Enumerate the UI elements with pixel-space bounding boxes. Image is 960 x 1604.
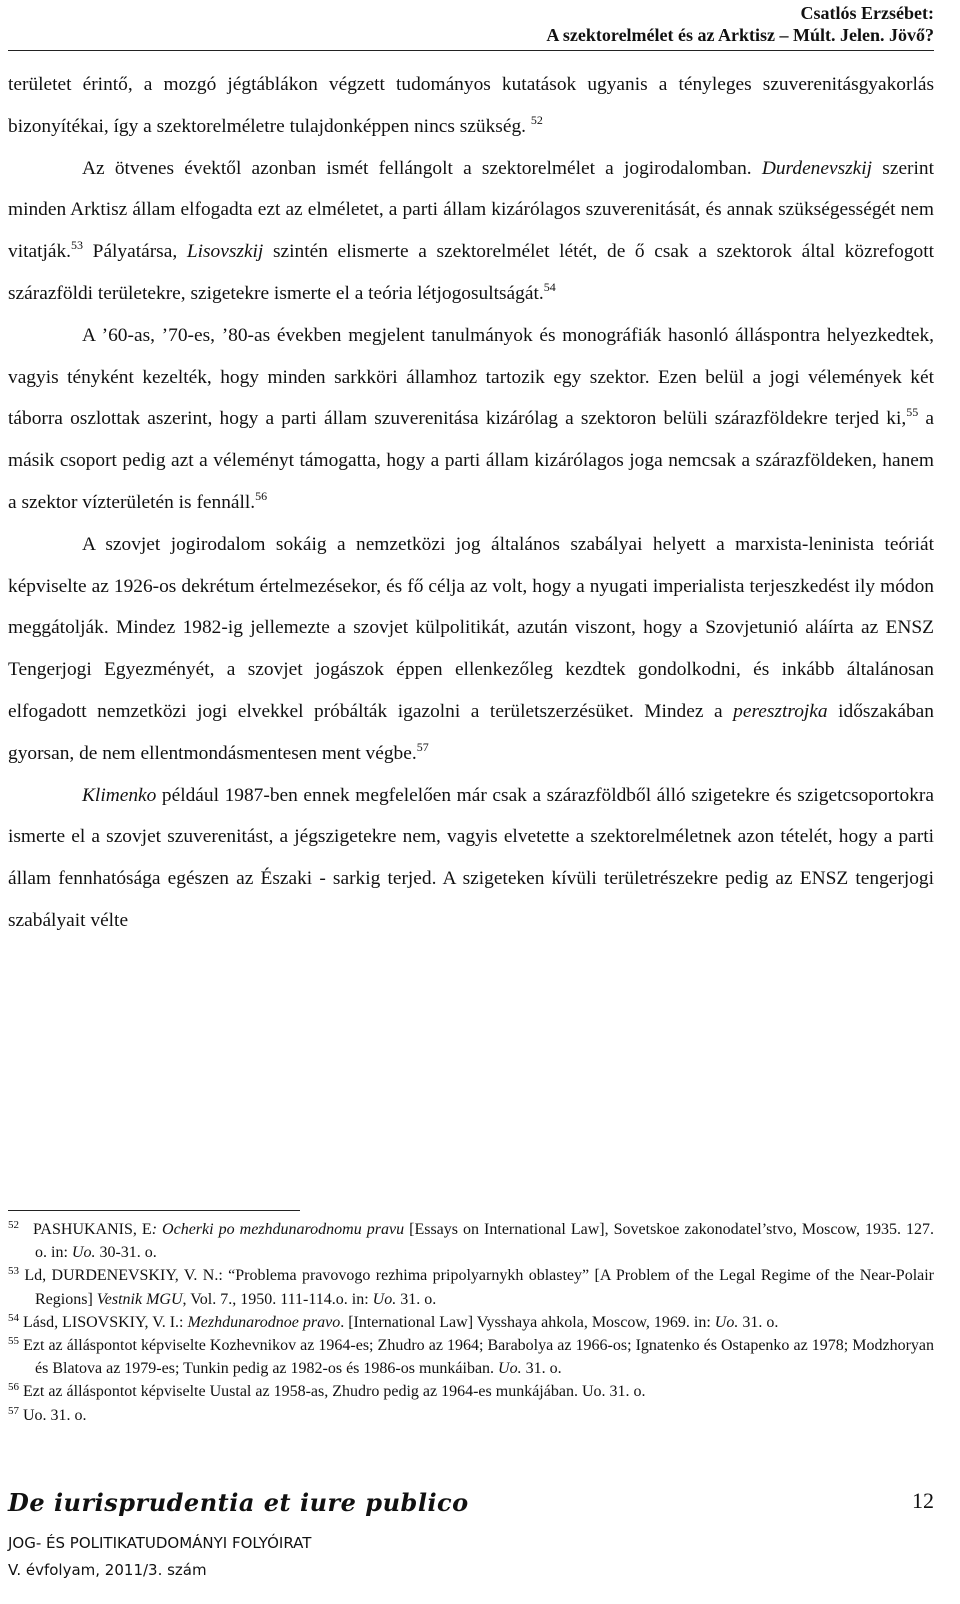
text-run: szerint minden Arktisz állam elfogadta ezt az elméletet, a parti állam kizárólagos szuverenitását, és annak szükségességét nem vitatják. <box>8 157 934 263</box>
text-run: 31. o. <box>738 1313 779 1331</box>
footnote-number: 54 <box>8 1311 19 1324</box>
text-run: 30-31. o. <box>95 1244 157 1262</box>
footnote-53 <box>8 1264 934 1310</box>
author-name-lisovszkij: Lisovszkij <box>186 241 264 263</box>
work-title: : Ocherki po mezhdunarodnomu pravu <box>151 1221 405 1238</box>
main-text <box>8 64 934 942</box>
text-run: , Vol. 7., 1950. 111-114.o. in: <box>182 1290 373 1308</box>
footnote-number: 57 <box>8 1404 19 1417</box>
footnotes <box>8 1218 934 1427</box>
text-run: szintén elismerte a szektorelmélet létét, de ő csak a szektorok által közrefogott szárazföldi területekre, szigetekre ismerte el a teória létjogosultságát. <box>8 241 934 304</box>
text-run: Ld, DURDENEVSKIY, V. N.: “Problema pravovogo rezhima pripolyarnykh oblastey” [A Problem of the Legal Regime of the Near-Polair Regions] <box>24 1267 935 1308</box>
header-title: A szektorelmélet és az Arktisz – Múlt. Jelen. Jövő? <box>546 25 934 45</box>
journal-title: Vestnik MGU <box>96 1290 183 1308</box>
footnote-number: 52 <box>8 1219 19 1231</box>
text-run: 31. o. <box>396 1290 437 1308</box>
text-run: Az ötvenes évektől azonban ismét fellángolt a szektorelmélet a jogirodalomban. <box>82 157 752 179</box>
ibid-mark: Uo. <box>372 1290 397 1308</box>
text-run: PASHUKANIS, E <box>33 1221 152 1238</box>
running-header <box>546 2 934 46</box>
author-name-durdenevszkij: Durdenevszkij <box>761 157 873 179</box>
footnote-divider <box>8 1210 300 1211</box>
paragraph-5 <box>8 775 934 942</box>
author-name-klimenko: Klimenko <box>82 784 157 806</box>
text-run: területet érintő, a mozgó jégtáblákon végzett tudományos kutatások ugyanis a tényleges szuverenitásgyakorlás bizonyítékai, így a szektorelméletre tulajdonképpen nincs szükség. <box>8 74 934 137</box>
text-run: Uo. 31. o. <box>23 1406 87 1424</box>
journal-name: De iurisprudentia et iure publico <box>8 1488 469 1517</box>
text-run: Ezt az álláspontot képviselte Uustal az 1958-as, Zhudro pedig az 1964-es munkájában. Uo. 31. o. <box>23 1383 646 1401</box>
text-run: a másik csoport pedig azt a véleményt támogatta, hogy a parti állam kizárólagos joga nemcsak a szárazföldeken, hanem a szektor vízterületén is fennáll. <box>8 408 934 513</box>
footnote-ref-56: 56 <box>255 488 268 503</box>
footnote-ref-52: 52 <box>530 112 543 127</box>
work-title: Mezhdunarodnoe pravo <box>187 1313 341 1331</box>
footnote-52 <box>8 1218 934 1264</box>
paragraph-1 <box>8 64 934 148</box>
page-number: 12 <box>912 1488 934 1513</box>
text-run: Lásd, LISOVSKIY, V. I.: <box>23 1313 188 1331</box>
text-run: A szovjet jogirodalom sokáig a nemzetközi jog általános szabályai helyett a marxista-leninista teóriát képviselte az 1926-os dekrétum értelmezésekor, és fő célja az volt, hogy a nyugati imperialista terjeszkedést ily módon meggátolják. Mindez 1982-ig jellemezte a szovjet külpolitikát, azután viszont, hogy a Szovjetunió aláírta az ENSZ Tengerjogi Egyezményét, a szovjet jogászok éppen ellenkezőleg kezdtek gondolkodni, és inkább általánosan elfogadott nemzetközi jogi elvekkel próbálták igazolni a területszerzésüket. Mindez a <box>8 533 934 722</box>
footnote-57 <box>8 1404 934 1427</box>
paragraph-3 <box>8 315 934 524</box>
text-run: 31. o. <box>521 1360 562 1378</box>
text-run: Ezt az álláspontot képviselte Kozhevnikov az 1964-es; Zhudro az 1964; Barabolya az 1966-os; Ignatenko és Ostapenko az 1978; Modzhoryan és Blatova az 1979-es; Tunkin pedig az 1982-os és 1986-os munkáiban. <box>23 1337 935 1378</box>
footnote-55 <box>8 1334 934 1380</box>
footnote-number: 56 <box>8 1381 19 1394</box>
paragraph-4 <box>8 524 934 775</box>
text-run: A ’60-as, ’70-es, ’80-as években megjelent tanulmányok és monográfiák hasonló álláspontra helyezkedtek, vagyis tényként kezelték, hogy minden sarkköri államhoz tartozik egy szektor. Ezen belül a jogi vélemények két táborra oszlottak aszerint, hogy a parti állam szuverenitása kizárólag a szektoron belüli szárazföldekre terjed ki, <box>8 324 934 430</box>
footnote-number: 55 <box>8 1335 19 1348</box>
text-run: például 1987-ben ennek megfelelően már csak a szárazföldből álló szigetekre és szigetcsoportokra ismerte el a szovjet szuverenitást, a jégszigetekre nem, vagyis elvetette a szektorelméletnek azon tételét, hogy a parti állam fennhatósága egészen az Északi - sarkig terjed. A szigeteken kívüli területrészekre pedig az ENSZ tengerjogi szabályait vélte <box>8 784 934 931</box>
footnote-number: 53 <box>8 1265 19 1278</box>
footnote-ref-54: 54 <box>543 279 556 294</box>
journal-volume: V. évfolyam, 2011/3. szám <box>8 1561 207 1579</box>
text-run: időszakában gyorsan, de nem ellentmondásmentesen ment végbe. <box>8 700 934 764</box>
ibid-mark: Uo. <box>71 1244 96 1262</box>
ibid-mark: Uo. <box>498 1360 522 1378</box>
footnote-ref-57: 57 <box>416 739 429 754</box>
header-divider <box>8 50 934 51</box>
header-author: Csatlós Erzsébet: <box>800 3 934 23</box>
paragraph-2 <box>8 148 934 315</box>
text-run: Pályatársa, <box>92 241 178 263</box>
journal-subtitle: JOG- ÉS POLITIKATUDOMÁNYI FOLYÓIRAT <box>8 1534 312 1552</box>
ibid-mark: Uo. <box>714 1313 739 1331</box>
text-run: [Essays on International Law], Sovetskoe zakonodatel’stvo, Moscow, 1935. 127. o. in: <box>35 1221 934 1262</box>
footnote-ref-53: 53 <box>71 238 84 253</box>
footnote-54 <box>8 1311 934 1334</box>
term-peresztrojka: peresztrojka <box>733 700 828 722</box>
footnote-ref-55: 55 <box>906 405 919 420</box>
footnote-56 <box>8 1380 934 1403</box>
text-run: . [International Law] Vysshaya ahkola, Moscow, 1969. in: <box>340 1313 715 1331</box>
journal-info <box>8 1530 311 1584</box>
